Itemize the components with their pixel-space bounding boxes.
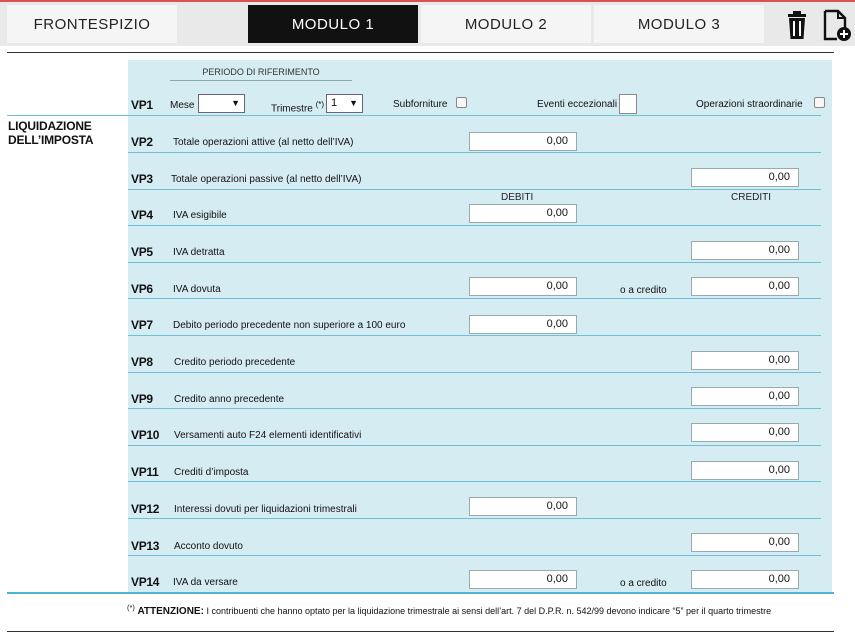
operazioni-straordinarie-checkbox[interactable] xyxy=(814,97,825,108)
vp6-credit-field[interactable]: 0,00 xyxy=(691,277,799,296)
tab-modulo-2[interactable]: MODULO 2 xyxy=(421,5,591,43)
vp4-debit-field[interactable]: 0,00 xyxy=(469,204,577,223)
trimestre-label xyxy=(271,100,324,114)
row-code-vp9: VP9 xyxy=(131,392,153,406)
trimestre-value: 1 xyxy=(331,97,338,109)
row-separator xyxy=(128,152,821,153)
row-label-vp14: IVA da versare xyxy=(173,577,238,588)
vp14-credit-field[interactable]: 0,00 xyxy=(691,570,799,589)
row-code-vp7: VP7 xyxy=(131,318,153,332)
row-label-vp3: Totale operazioni passive (al netto dell’IVA) xyxy=(171,174,362,185)
operazioni-straordinarie-label: Operazioni straordinarie xyxy=(696,99,803,110)
row-code-vp10: VP10 xyxy=(131,428,160,442)
o-a-credito-label: o a credito xyxy=(620,578,667,589)
vp10-credit-field[interactable]: 0,00 xyxy=(691,423,799,442)
row-code-vp2: VP2 xyxy=(131,135,153,149)
tab-bar xyxy=(0,0,855,46)
mese-select[interactable] xyxy=(198,94,245,113)
period-title: PERIODO DI RIFERIMENTO xyxy=(170,67,352,81)
eventi-eccezionali-label: Eventi eccezionali xyxy=(537,99,618,110)
vp5-credit-field[interactable]: 0,00 xyxy=(691,241,799,260)
row-label-vp11: Crediti d’imposta xyxy=(174,467,249,478)
row-label-vp8: Credito periodo precedente xyxy=(174,357,296,368)
trimestre-mark: (*) xyxy=(315,100,325,109)
vp13-credit-field[interactable]: 0,00 xyxy=(691,533,799,552)
row-code-vp13: VP13 xyxy=(131,539,160,553)
row-code-vp8: VP8 xyxy=(131,355,153,369)
vp6-debit-field[interactable]: 0,00 xyxy=(469,277,577,296)
add-document-icon[interactable] xyxy=(819,8,853,42)
row-separator xyxy=(128,518,821,519)
mese-label: Mese xyxy=(170,100,195,111)
row-code-vp4: VP4 xyxy=(131,208,153,222)
debiti-header: DEBITI xyxy=(501,192,534,203)
bottom-divider xyxy=(7,592,834,594)
vp9-credit-field[interactable]: 0,00 xyxy=(691,387,799,406)
row-separator xyxy=(128,555,821,556)
vp11-credit-field[interactable]: 0,00 xyxy=(691,461,799,480)
row-code-vp14: VP14 xyxy=(131,575,160,589)
row-code-vp11: VP11 xyxy=(131,465,159,479)
chevron-down-icon: ▼ xyxy=(349,98,358,108)
section-title-line-2: DELL’IMPOSTA xyxy=(8,133,94,147)
row-label-vp13: Acconto dovuto xyxy=(174,541,243,552)
row-separator xyxy=(128,189,821,190)
eventi-eccezionali-field[interactable] xyxy=(619,94,637,114)
row-separator xyxy=(128,481,821,482)
vp14-debit-field[interactable]: 0,00 xyxy=(469,570,577,589)
row-separator xyxy=(128,298,821,299)
row-separator xyxy=(128,408,821,409)
o-a-credito-label: o a credito xyxy=(620,285,667,296)
row-label-vp12: Interessi dovuti per liquidazioni trimestrali xyxy=(174,504,357,515)
vp8-credit-field[interactable]: 0,00 xyxy=(691,351,799,370)
note-text: I contribuenti che hanno optato per la liquidazione trimestrale ai sensi dell’art. 7 del D.P.R. n. 542/99 devono indicare “5” per il quarto trimestre xyxy=(206,606,772,616)
row-separator xyxy=(128,335,821,336)
row-code-vp3: VP3 xyxy=(131,172,153,186)
row-code-vp12: VP12 xyxy=(131,502,160,516)
row-separator xyxy=(128,372,821,373)
note-mark: (*) xyxy=(127,603,135,612)
row-label-vp4: IVA esigibile xyxy=(173,210,227,221)
row-separator xyxy=(128,262,821,263)
row-code-vp6: VP6 xyxy=(131,282,153,296)
tab-frontespizio[interactable]: FRONTESPIZIO xyxy=(7,5,177,43)
row-label-vp10: Versamenti auto F24 elementi identificativi xyxy=(174,430,362,441)
trimestre-select[interactable] xyxy=(326,94,363,113)
tab-modulo-1[interactable]: MODULO 1 xyxy=(248,5,418,43)
row-separator xyxy=(128,225,821,226)
crediti-header: CREDITI xyxy=(731,192,771,203)
section-title-line-1: LIQUIDAZIONE xyxy=(8,119,92,133)
attention-note xyxy=(127,603,771,617)
row-code-vp1: VP1 xyxy=(131,98,153,112)
subforniture-label: Subforniture xyxy=(393,99,448,110)
trash-icon[interactable] xyxy=(780,8,814,42)
row-label-vp6: IVA dovuta xyxy=(173,284,221,295)
section-title xyxy=(8,119,93,147)
row-code-vp5: VP5 xyxy=(131,245,153,259)
row-label-vp7: Debito periodo precedente non superiore a 100 euro xyxy=(173,320,406,331)
vp2-debit-field[interactable]: 0,00 xyxy=(469,132,577,151)
chevron-down-icon: ▼ xyxy=(231,98,240,108)
row-label-vp9: Credito anno precedente xyxy=(174,394,285,405)
note-title: ATTENZIONE: xyxy=(137,606,204,617)
tab-modulo-3[interactable]: MODULO 3 xyxy=(594,5,764,43)
row-separator xyxy=(7,115,821,116)
row-label-vp5: IVA detratta xyxy=(173,247,225,258)
vp7-debit-field[interactable]: 0,00 xyxy=(469,315,577,334)
trimestre-label-text: Trimestre xyxy=(271,103,313,115)
subforniture-checkbox[interactable] xyxy=(456,97,467,108)
row-separator xyxy=(128,445,821,446)
row-label-vp2: Totale operazioni attive (al netto dell’IVA) xyxy=(173,137,354,148)
vp3-credit-field[interactable]: 0,00 xyxy=(691,168,799,187)
vp12-debit-field[interactable]: 0,00 xyxy=(469,497,577,516)
